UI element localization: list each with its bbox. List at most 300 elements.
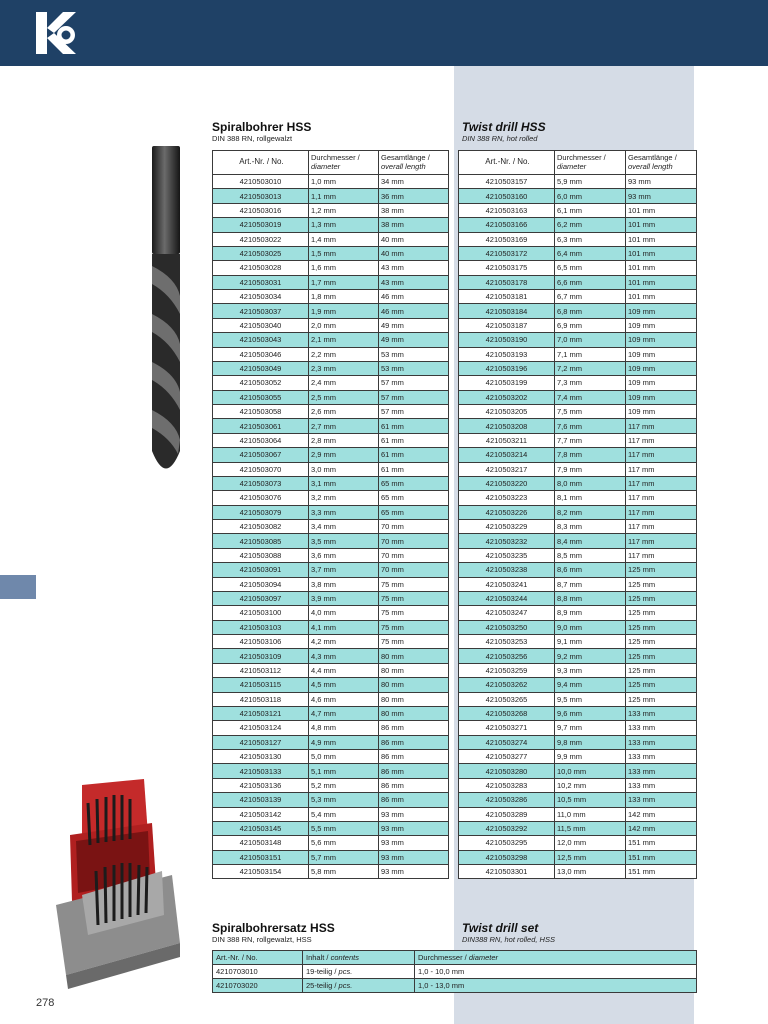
diameter-cell: 12,0 mm xyxy=(555,836,626,850)
set-subtitle-de: DIN 388 RN, rollgewalzt, HSS xyxy=(212,935,312,944)
table-row xyxy=(459,491,697,505)
set-heading-en xyxy=(462,921,555,945)
diameter-cell: 8,3 mm xyxy=(555,520,626,534)
length-cell: 125 mm xyxy=(626,649,697,663)
length-cell: 38 mm xyxy=(379,203,449,217)
diameter-cell: 4,3 mm xyxy=(309,649,379,663)
diameter-cell: 3,7 mm xyxy=(309,563,379,577)
art-no-cell: 4210503265 xyxy=(459,692,555,706)
diameter-cell: 3,1 mm xyxy=(309,476,379,490)
header-length-en: overall length xyxy=(381,161,426,171)
diameter-cell: 1,3 mm xyxy=(309,218,379,232)
length-cell: 93 mm xyxy=(379,821,449,835)
length-cell: 117 mm xyxy=(626,433,697,447)
length-cell: 117 mm xyxy=(626,491,697,505)
set-header-diameter xyxy=(415,951,697,965)
length-cell: 133 mm xyxy=(626,735,697,749)
art-no-cell: 4210503154 xyxy=(213,865,309,879)
art-no-cell: 4210503022 xyxy=(213,232,309,246)
table-row xyxy=(459,347,697,361)
header-art-no: Art.-Nr. / No. xyxy=(459,151,555,175)
set-contents-de: 19-teilig / xyxy=(306,966,339,976)
length-cell: 61 mm xyxy=(379,462,449,476)
table-row xyxy=(213,821,449,835)
length-cell: 117 mm xyxy=(626,520,697,534)
length-cell: 86 mm xyxy=(379,793,449,807)
table-header-row xyxy=(213,151,449,175)
length-cell: 93 mm xyxy=(379,850,449,864)
diameter-cell: 9,4 mm xyxy=(555,678,626,692)
art-no-cell: 4210503181 xyxy=(459,290,555,304)
art-no-cell: 4210503163 xyxy=(459,203,555,217)
table-row xyxy=(459,735,697,749)
table-row xyxy=(213,304,449,318)
table-row xyxy=(459,275,697,289)
art-no-cell: 4210503085 xyxy=(213,534,309,548)
length-cell: 93 mm xyxy=(379,807,449,821)
diameter-cell: 3,4 mm xyxy=(309,520,379,534)
table-row xyxy=(213,807,449,821)
diameter-cell: 3,9 mm xyxy=(309,591,379,605)
table-row xyxy=(213,505,449,519)
diameter-cell: 8,9 mm xyxy=(555,606,626,620)
art-no-cell: 4210503301 xyxy=(459,865,555,879)
art-no-cell: 4210503262 xyxy=(459,678,555,692)
diameter-cell: 1,7 mm xyxy=(309,275,379,289)
set-header-contents xyxy=(303,951,415,965)
table-row xyxy=(459,261,697,275)
length-cell: 53 mm xyxy=(379,347,449,361)
length-cell: 57 mm xyxy=(379,390,449,404)
table-row xyxy=(459,635,697,649)
diameter-cell: 5,5 mm xyxy=(309,821,379,835)
art-no-cell: 4210503040 xyxy=(213,318,309,332)
art-no-cell: 4210503103 xyxy=(213,620,309,634)
length-cell: 40 mm xyxy=(379,246,449,260)
table-row xyxy=(459,390,697,404)
length-cell: 142 mm xyxy=(626,821,697,835)
art-no-cell: 4210503121 xyxy=(213,706,309,720)
length-cell: 34 mm xyxy=(379,175,449,189)
art-no-cell: 4210503274 xyxy=(459,735,555,749)
diameter-cell: 9,3 mm xyxy=(555,663,626,677)
length-cell: 133 mm xyxy=(626,764,697,778)
table-row xyxy=(213,778,449,792)
table-row xyxy=(459,807,697,821)
table-row xyxy=(459,663,697,677)
length-cell: 75 mm xyxy=(379,591,449,605)
table-row xyxy=(213,577,449,591)
set-header-contents-de: Inhalt / xyxy=(306,952,331,962)
table-row xyxy=(213,606,449,620)
table-row xyxy=(213,189,449,203)
length-cell: 101 mm xyxy=(626,275,697,289)
diameter-cell: 12,5 mm xyxy=(555,850,626,864)
art-no-cell: 4210503052 xyxy=(213,376,309,390)
diameter-cell: 1,4 mm xyxy=(309,232,379,246)
table-row xyxy=(459,620,697,634)
art-no-cell: 4210503199 xyxy=(459,376,555,390)
length-cell: 86 mm xyxy=(379,721,449,735)
art-no-cell: 4210503055 xyxy=(213,390,309,404)
header-diameter-de: Durchmesser / xyxy=(557,153,606,162)
art-no-cell: 4210503175 xyxy=(459,261,555,275)
diameter-cell: 10,5 mm xyxy=(555,793,626,807)
art-no-cell: 4210503031 xyxy=(213,275,309,289)
table-row xyxy=(459,246,697,260)
drill-set-table xyxy=(212,950,697,993)
length-cell: 57 mm xyxy=(379,376,449,390)
diameter-cell: 5,6 mm xyxy=(309,836,379,850)
art-no-cell: 4210503280 xyxy=(459,764,555,778)
header-diameter xyxy=(309,151,379,175)
header-length-de: Gesamtlänge / xyxy=(381,153,430,162)
table-row xyxy=(213,620,449,634)
diameter-cell: 1,2 mm xyxy=(309,203,379,217)
diameter-cell: 6,7 mm xyxy=(555,290,626,304)
length-cell: 133 mm xyxy=(626,793,697,807)
table-row xyxy=(459,175,697,189)
length-cell: 57 mm xyxy=(379,405,449,419)
diameter-cell: 11,0 mm xyxy=(555,807,626,821)
table-row xyxy=(459,405,697,419)
table-row xyxy=(459,548,697,562)
company-logo-icon xyxy=(36,12,80,54)
art-no-cell: 4210503190 xyxy=(459,333,555,347)
length-cell: 86 mm xyxy=(379,778,449,792)
art-no-cell: 4210503037 xyxy=(213,304,309,318)
set-header-diameter-en: diameter xyxy=(468,952,499,962)
diameter-cell: 5,1 mm xyxy=(309,764,379,778)
table-row xyxy=(459,419,697,433)
table-row xyxy=(213,333,449,347)
table-row xyxy=(213,290,449,304)
table-row xyxy=(459,563,697,577)
table-row xyxy=(213,635,449,649)
art-no-cell: 4210503247 xyxy=(459,606,555,620)
art-no-cell: 4210503253 xyxy=(459,635,555,649)
header-length-de: Gesamtlänge / xyxy=(628,153,677,162)
diameter-cell: 6,6 mm xyxy=(555,275,626,289)
art-no-cell: 4210503166 xyxy=(459,218,555,232)
table-row xyxy=(459,232,697,246)
table-row xyxy=(213,203,449,217)
length-cell: 117 mm xyxy=(626,448,697,462)
length-cell: 101 mm xyxy=(626,246,697,260)
art-no-cell: 4210503112 xyxy=(213,663,309,677)
table-row xyxy=(213,275,449,289)
table-row xyxy=(459,290,697,304)
length-cell: 61 mm xyxy=(379,433,449,447)
length-cell: 49 mm xyxy=(379,318,449,332)
art-no-cell: 4210503205 xyxy=(459,405,555,419)
section-heading-en xyxy=(462,120,546,144)
length-cell: 109 mm xyxy=(626,333,697,347)
art-no-cell: 4210503202 xyxy=(459,390,555,404)
table-row xyxy=(213,678,449,692)
diameter-cell: 7,4 mm xyxy=(555,390,626,404)
length-cell: 70 mm xyxy=(379,534,449,548)
art-no-cell: 4210503271 xyxy=(459,721,555,735)
art-no-cell: 4210503292 xyxy=(459,821,555,835)
length-cell: 93 mm xyxy=(626,175,697,189)
art-no-cell: 4210503217 xyxy=(459,462,555,476)
set-range: 1,0 - 13,0 mm xyxy=(415,979,697,993)
set-subtitle-en: DIN388 RN, hot rolled, HSS xyxy=(462,935,555,944)
table-row xyxy=(213,347,449,361)
length-cell: 80 mm xyxy=(379,663,449,677)
art-no-cell: 4210503169 xyxy=(459,232,555,246)
length-cell: 117 mm xyxy=(626,505,697,519)
page-number: 278 xyxy=(36,997,55,1009)
table-row xyxy=(459,721,697,735)
art-no-cell: 4210503211 xyxy=(459,433,555,447)
diameter-cell: 7,9 mm xyxy=(555,462,626,476)
diameter-cell: 1,0 mm xyxy=(309,175,379,189)
table-row xyxy=(213,591,449,605)
table-row xyxy=(213,649,449,663)
art-no-cell: 4210503064 xyxy=(213,433,309,447)
art-no-cell: 4210503028 xyxy=(213,261,309,275)
length-cell: 151 mm xyxy=(626,836,697,850)
art-no-cell: 4210503091 xyxy=(213,563,309,577)
diameter-cell: 4,7 mm xyxy=(309,706,379,720)
art-no-cell: 4210503187 xyxy=(459,318,555,332)
length-cell: 125 mm xyxy=(626,692,697,706)
art-no-cell: 4210503178 xyxy=(459,275,555,289)
diameter-cell: 5,8 mm xyxy=(309,865,379,879)
header-diameter-en: diameter xyxy=(311,161,341,171)
diameter-cell: 2,9 mm xyxy=(309,448,379,462)
art-no-cell: 4210503244 xyxy=(459,591,555,605)
art-no-cell: 4210503106 xyxy=(213,635,309,649)
diameter-cell: 6,3 mm xyxy=(555,232,626,246)
length-cell: 117 mm xyxy=(626,476,697,490)
header-length-en: overall length xyxy=(628,161,673,171)
table-row xyxy=(459,218,697,232)
table-row xyxy=(459,448,697,462)
diameter-cell: 1,6 mm xyxy=(309,261,379,275)
art-no-cell: 4210503094 xyxy=(213,577,309,591)
length-cell: 133 mm xyxy=(626,778,697,792)
art-no-cell: 4210503193 xyxy=(459,347,555,361)
art-no-cell: 4210503241 xyxy=(459,577,555,591)
length-cell: 86 mm xyxy=(379,735,449,749)
length-cell: 93 mm xyxy=(379,865,449,879)
art-no-cell: 4210503010 xyxy=(213,175,309,189)
art-no-cell: 4210503223 xyxy=(459,491,555,505)
art-no-cell: 4210503058 xyxy=(213,405,309,419)
table-row xyxy=(213,520,449,534)
art-no-cell: 4210503133 xyxy=(213,764,309,778)
art-no-cell: 4210503100 xyxy=(213,606,309,620)
art-no-cell: 4210503196 xyxy=(459,361,555,375)
length-cell: 125 mm xyxy=(626,577,697,591)
art-no-cell: 4210503268 xyxy=(459,706,555,720)
header-length xyxy=(379,151,449,175)
diameter-cell: 2,7 mm xyxy=(309,419,379,433)
length-cell: 75 mm xyxy=(379,606,449,620)
length-cell: 46 mm xyxy=(379,304,449,318)
table-header-row xyxy=(459,151,697,175)
art-no-cell: 4210503082 xyxy=(213,520,309,534)
diameter-cell: 9,1 mm xyxy=(555,635,626,649)
length-cell: 109 mm xyxy=(626,361,697,375)
table-row xyxy=(459,203,697,217)
diameter-cell: 4,8 mm xyxy=(309,721,379,735)
section-title-en: Twist drill HSS xyxy=(462,120,546,134)
art-no-cell: 4210503109 xyxy=(213,649,309,663)
set-range: 1,0 - 10,0 mm xyxy=(415,965,697,979)
table-row xyxy=(459,778,697,792)
art-no-cell: 4210503238 xyxy=(459,563,555,577)
length-cell: 117 mm xyxy=(626,548,697,562)
table-row xyxy=(459,606,697,620)
diameter-cell: 9,2 mm xyxy=(555,649,626,663)
art-no-cell: 4210503139 xyxy=(213,793,309,807)
diameter-cell: 4,5 mm xyxy=(309,678,379,692)
art-no-cell: 4210503250 xyxy=(459,620,555,634)
length-cell: 75 mm xyxy=(379,620,449,634)
diameter-cell: 9,9 mm xyxy=(555,750,626,764)
art-no-cell: 4210503208 xyxy=(459,419,555,433)
art-no-cell: 4210503160 xyxy=(459,189,555,203)
table-row xyxy=(213,361,449,375)
table-row xyxy=(213,433,449,447)
set-contents-en: pcs. xyxy=(338,966,353,976)
length-cell: 43 mm xyxy=(379,261,449,275)
length-cell: 38 mm xyxy=(379,218,449,232)
length-cell: 40 mm xyxy=(379,232,449,246)
drill-table-left xyxy=(212,150,449,879)
length-cell: 125 mm xyxy=(626,606,697,620)
diameter-cell: 9,0 mm xyxy=(555,620,626,634)
diameter-cell: 4,9 mm xyxy=(309,735,379,749)
table-row xyxy=(213,836,449,850)
diameter-cell: 7,0 mm xyxy=(555,333,626,347)
table-row xyxy=(459,821,697,835)
length-cell: 86 mm xyxy=(379,750,449,764)
length-cell: 80 mm xyxy=(379,649,449,663)
header-diameter xyxy=(555,151,626,175)
art-no-cell: 4210503145 xyxy=(213,821,309,835)
table-row xyxy=(213,721,449,735)
diameter-cell: 3,8 mm xyxy=(309,577,379,591)
header-art-no: Art.-Nr. / No. xyxy=(213,151,309,175)
section-heading-de xyxy=(212,120,311,144)
length-cell: 117 mm xyxy=(626,462,697,476)
art-no-cell: 4210503070 xyxy=(213,462,309,476)
art-no-cell: 4210503061 xyxy=(213,419,309,433)
diameter-cell: 4,1 mm xyxy=(309,620,379,634)
length-cell: 101 mm xyxy=(626,261,697,275)
table-row xyxy=(213,563,449,577)
length-cell: 125 mm xyxy=(626,663,697,677)
length-cell: 61 mm xyxy=(379,448,449,462)
art-no-cell: 4210503142 xyxy=(213,807,309,821)
length-cell: 65 mm xyxy=(379,491,449,505)
table-row xyxy=(213,175,449,189)
art-no-cell: 4210503184 xyxy=(459,304,555,318)
table-row xyxy=(213,865,449,879)
length-cell: 101 mm xyxy=(626,203,697,217)
table-row xyxy=(213,491,449,505)
length-cell: 117 mm xyxy=(626,419,697,433)
set-header-diameter-de: Durchmesser / xyxy=(418,952,469,962)
length-cell: 70 mm xyxy=(379,520,449,534)
diameter-cell: 7,2 mm xyxy=(555,361,626,375)
diameter-cell: 13,0 mm xyxy=(555,865,626,879)
table-row xyxy=(459,678,697,692)
diameter-cell: 2,1 mm xyxy=(309,333,379,347)
length-cell: 125 mm xyxy=(626,635,697,649)
diameter-cell: 8,2 mm xyxy=(555,505,626,519)
diameter-cell: 8,0 mm xyxy=(555,476,626,490)
diameter-cell: 8,4 mm xyxy=(555,534,626,548)
diameter-cell: 6,2 mm xyxy=(555,218,626,232)
table-row xyxy=(459,376,697,390)
art-no-cell: 4210503136 xyxy=(213,778,309,792)
set-contents-en: pcs. xyxy=(338,980,353,990)
table-row xyxy=(459,793,697,807)
art-no-cell: 4210503088 xyxy=(213,548,309,562)
art-no-cell: 4210503220 xyxy=(459,476,555,490)
length-cell: 109 mm xyxy=(626,376,697,390)
table-row xyxy=(459,505,697,519)
set-title-de: Spiralbohrersatz HSS xyxy=(212,921,335,935)
length-cell: 93 mm xyxy=(626,189,697,203)
table-row xyxy=(459,649,697,663)
diameter-cell: 1,1 mm xyxy=(309,189,379,203)
diameter-cell: 5,7 mm xyxy=(309,850,379,864)
diameter-cell: 2,4 mm xyxy=(309,376,379,390)
diameter-cell: 9,5 mm xyxy=(555,692,626,706)
art-no-cell: 4210503157 xyxy=(459,175,555,189)
table-row xyxy=(213,793,449,807)
length-cell: 125 mm xyxy=(626,620,697,634)
length-cell: 125 mm xyxy=(626,591,697,605)
art-no-cell: 4210503226 xyxy=(459,505,555,519)
drill-table-right xyxy=(458,150,697,879)
diameter-cell: 6,0 mm xyxy=(555,189,626,203)
length-cell: 49 mm xyxy=(379,333,449,347)
art-no-cell: 4210503229 xyxy=(459,520,555,534)
table-row xyxy=(459,692,697,706)
set-title-en: Twist drill set xyxy=(462,921,539,935)
set-heading-de xyxy=(212,921,335,945)
diameter-cell: 4,4 mm xyxy=(309,663,379,677)
art-no-cell: 4210503283 xyxy=(459,778,555,792)
diameter-cell: 7,7 mm xyxy=(555,433,626,447)
drill-set-case-image xyxy=(52,775,184,990)
art-no-cell: 4210503214 xyxy=(459,448,555,462)
set-art-no: 4210703010 xyxy=(213,965,303,979)
table-row xyxy=(213,965,697,979)
diameter-cell: 1,5 mm xyxy=(309,246,379,260)
table-row xyxy=(213,405,449,419)
art-no-cell: 4210503043 xyxy=(213,333,309,347)
art-no-cell: 4210503151 xyxy=(213,850,309,864)
table-row xyxy=(459,361,697,375)
diameter-cell: 11,5 mm xyxy=(555,821,626,835)
diameter-cell: 3,2 mm xyxy=(309,491,379,505)
diameter-cell: 4,2 mm xyxy=(309,635,379,649)
length-cell: 75 mm xyxy=(379,577,449,591)
art-no-cell: 4210503295 xyxy=(459,836,555,850)
length-cell: 109 mm xyxy=(626,405,697,419)
diameter-cell: 6,5 mm xyxy=(555,261,626,275)
diameter-cell: 5,4 mm xyxy=(309,807,379,821)
